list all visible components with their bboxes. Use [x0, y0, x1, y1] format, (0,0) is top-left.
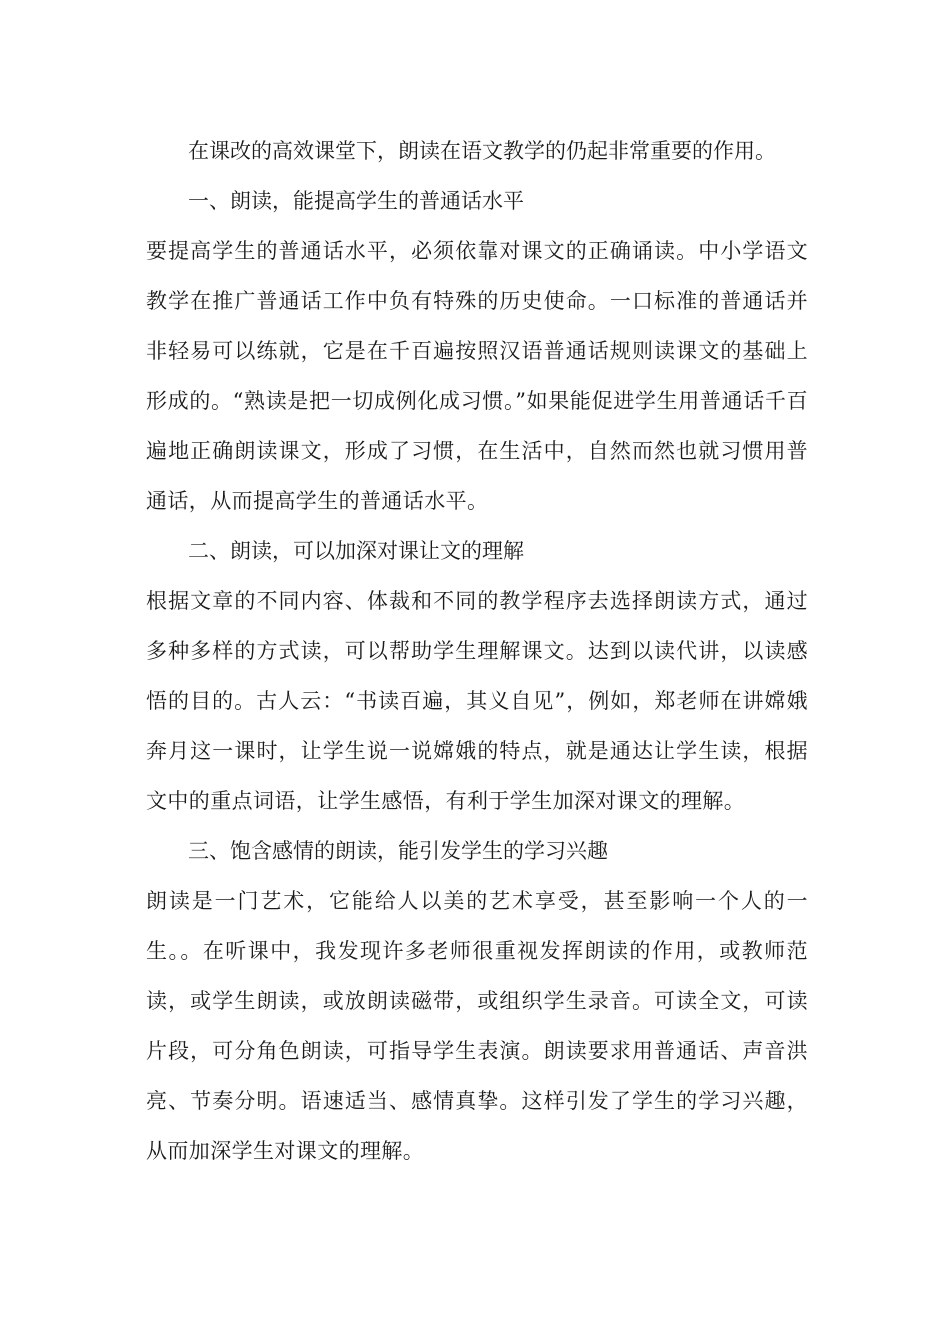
section-body-3: 朗读是一门艺术，它能给人以美的艺术享受，甚至影响一个人的一生。。在听课中，我发现许多老师很重视发挥朗读的作用，或教师范读，或学生朗读，或放朗读磁带，或组织学生录音。可读全文，可读片段，可分角色朗读，可指导学生表演。朗读要求用普通话、声音洪亮、节奏分明。语速适当、感情真挚。这样引发了学生的学习兴趣，从而加深学生对课文的理解。 [146, 889, 808, 1163]
section-body-2: 根据文章的不同内容、体裁和不同的教学程序去选择朗读方式，通过多种多样的方式读，可以帮助学生理解课文。达到以读代讲，以读感悟的目的。古人云：“书读百遍，其义自见”，例如，郑老师在讲嫦娥奔月这一课时，让学生说一说嫦娥的特点，就是通达让学生读，根据文中的重点词语，让学生感悟，有利于学生加深对课文的理解。 [146, 589, 808, 813]
intro-paragraph: 在课改的高效课堂下，朗读在语文教学的仍起非常重要的作用。 [188, 139, 776, 163]
document-body [146, 126, 808, 1176]
section-body-1: 要提高学生的普通话水平，必须依靠对课文的正确诵读。中小学语文教学在推广普通话工作中负有特殊的历史使命。一口标准的普通话并非轻易可以练就，它是在千百遍按照汉语普通话规则读课文的基础上形成的。“熟读是把一切成例化成习惯。”如果能促进学生用普通话千百遍地正确朗读课文，形成了习惯，在生活中，自然而然也就习惯用普通话，从而提高学生的普通话水平。 [146, 239, 808, 513]
section-heading-3: 三、饱含感情的朗读，能引发学生的学习兴趣 [188, 839, 608, 863]
section-heading-1: 一、朗读，能提高学生的普通话水平 [188, 189, 524, 213]
section-heading-2: 二、朗读，可以加深对课让文的理解 [188, 539, 524, 563]
